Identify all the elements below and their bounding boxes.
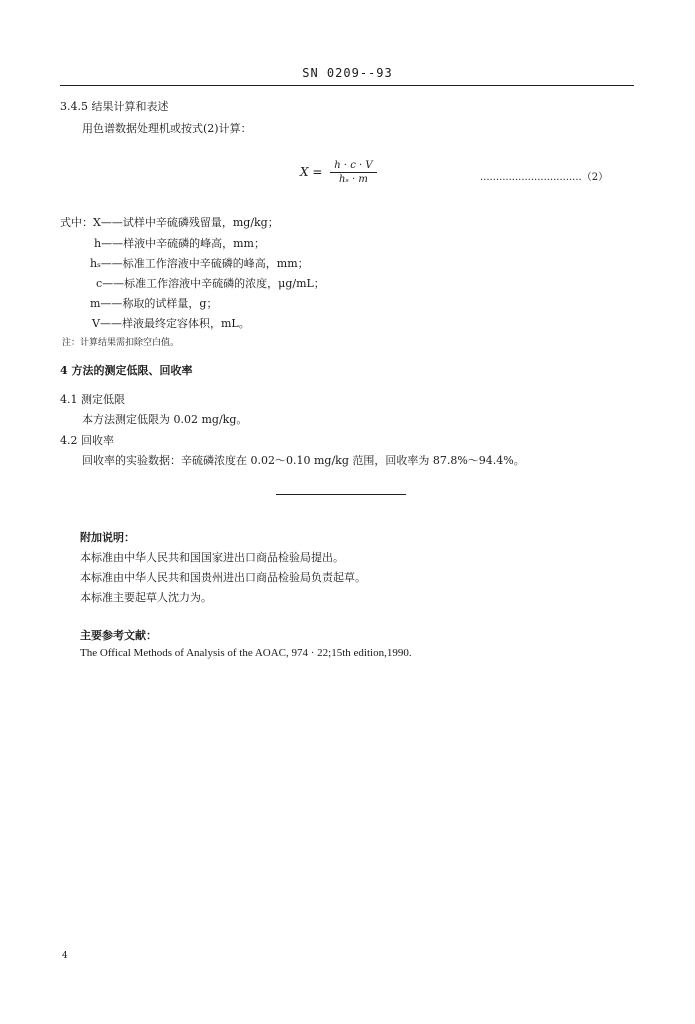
variable-m: [90, 295, 217, 311]
variable-hs: [90, 255, 309, 271]
section-4-heading: 4 方法的测定低限、回收率: [60, 364, 193, 377]
variable-label: m——: [90, 297, 123, 310]
calculation-note: 注：计算结果需扣除空白值。: [62, 338, 180, 348]
reference-item: The Offical Methods of Analysis of the AOAC, 974 · 22;15th edition,1990.: [80, 647, 412, 659]
appendix-heading: 附加说明：: [80, 531, 135, 544]
appendix-line: 本标准由中华人民共和国国家进出口商品检验局提出。: [80, 551, 344, 564]
variable-text: 样液最终定容体积，mL。: [121, 317, 250, 330]
variable-label: c——: [96, 277, 125, 290]
variable-label: V——: [92, 317, 122, 330]
standard-number-header: SN 0209--93: [302, 66, 393, 80]
section-3-4-5-intro: 用色谱数据处理机或按式(2)计算：: [82, 122, 252, 135]
section-separator: [276, 494, 406, 495]
appendix-line: 本标准由中华人民共和国贵州进出口商品检验局负责起草。: [80, 571, 366, 584]
section-4-1-text: 本方法测定低限为 0.02 mg/kg。: [82, 413, 248, 426]
section-3-4-5-heading: 3.4.5 结果计算和表述: [60, 100, 169, 113]
section-4-2-heading: 4.2 回收率: [60, 434, 114, 447]
formula-fraction: [330, 160, 376, 185]
variable-c: [96, 275, 325, 291]
formula-dots: ................................: [480, 172, 582, 183]
formula-lhs: X =: [300, 165, 323, 179]
formula-2: [300, 160, 377, 185]
appendix-line: 本标准主要起草人沈力为。: [80, 591, 212, 604]
formula-denominator: hₛ · m: [339, 174, 368, 185]
references-heading: 主要参考文献：: [80, 629, 157, 642]
variable-h: [94, 235, 265, 251]
formula-numerator: h · c · V: [330, 160, 376, 173]
formula-number-label: （2）: [581, 172, 609, 183]
variable-text: 标准工作溶液中辛硫磷的峰高，mm；: [122, 257, 309, 270]
variable-X: [60, 214, 279, 230]
header-rule: [60, 85, 634, 86]
variable-label: 式中：X——: [60, 216, 123, 229]
variable-text: 样液中辛硫磷的峰高，mm；: [123, 237, 265, 250]
page-number: 4: [62, 951, 68, 961]
formula-number: [480, 168, 608, 183]
variable-label: h——: [94, 237, 124, 250]
variable-text: 试样中辛硫磷残留量，mg/kg；: [122, 216, 279, 229]
variable-text: 称取的试样量，g；: [122, 297, 218, 310]
section-4-2-text: 回收率的实验数据：辛硫磷浓度在 0.02～0.10 mg/kg 范围，回收率为 87.8%～94.4%。: [82, 454, 525, 467]
variable-text: 标准工作溶液中辛硫磷的浓度，μg/mL；: [124, 277, 325, 290]
variable-label: hₛ——: [90, 257, 123, 270]
variable-V: [92, 315, 250, 331]
section-4-1-heading: 4.1 测定低限: [60, 393, 125, 406]
